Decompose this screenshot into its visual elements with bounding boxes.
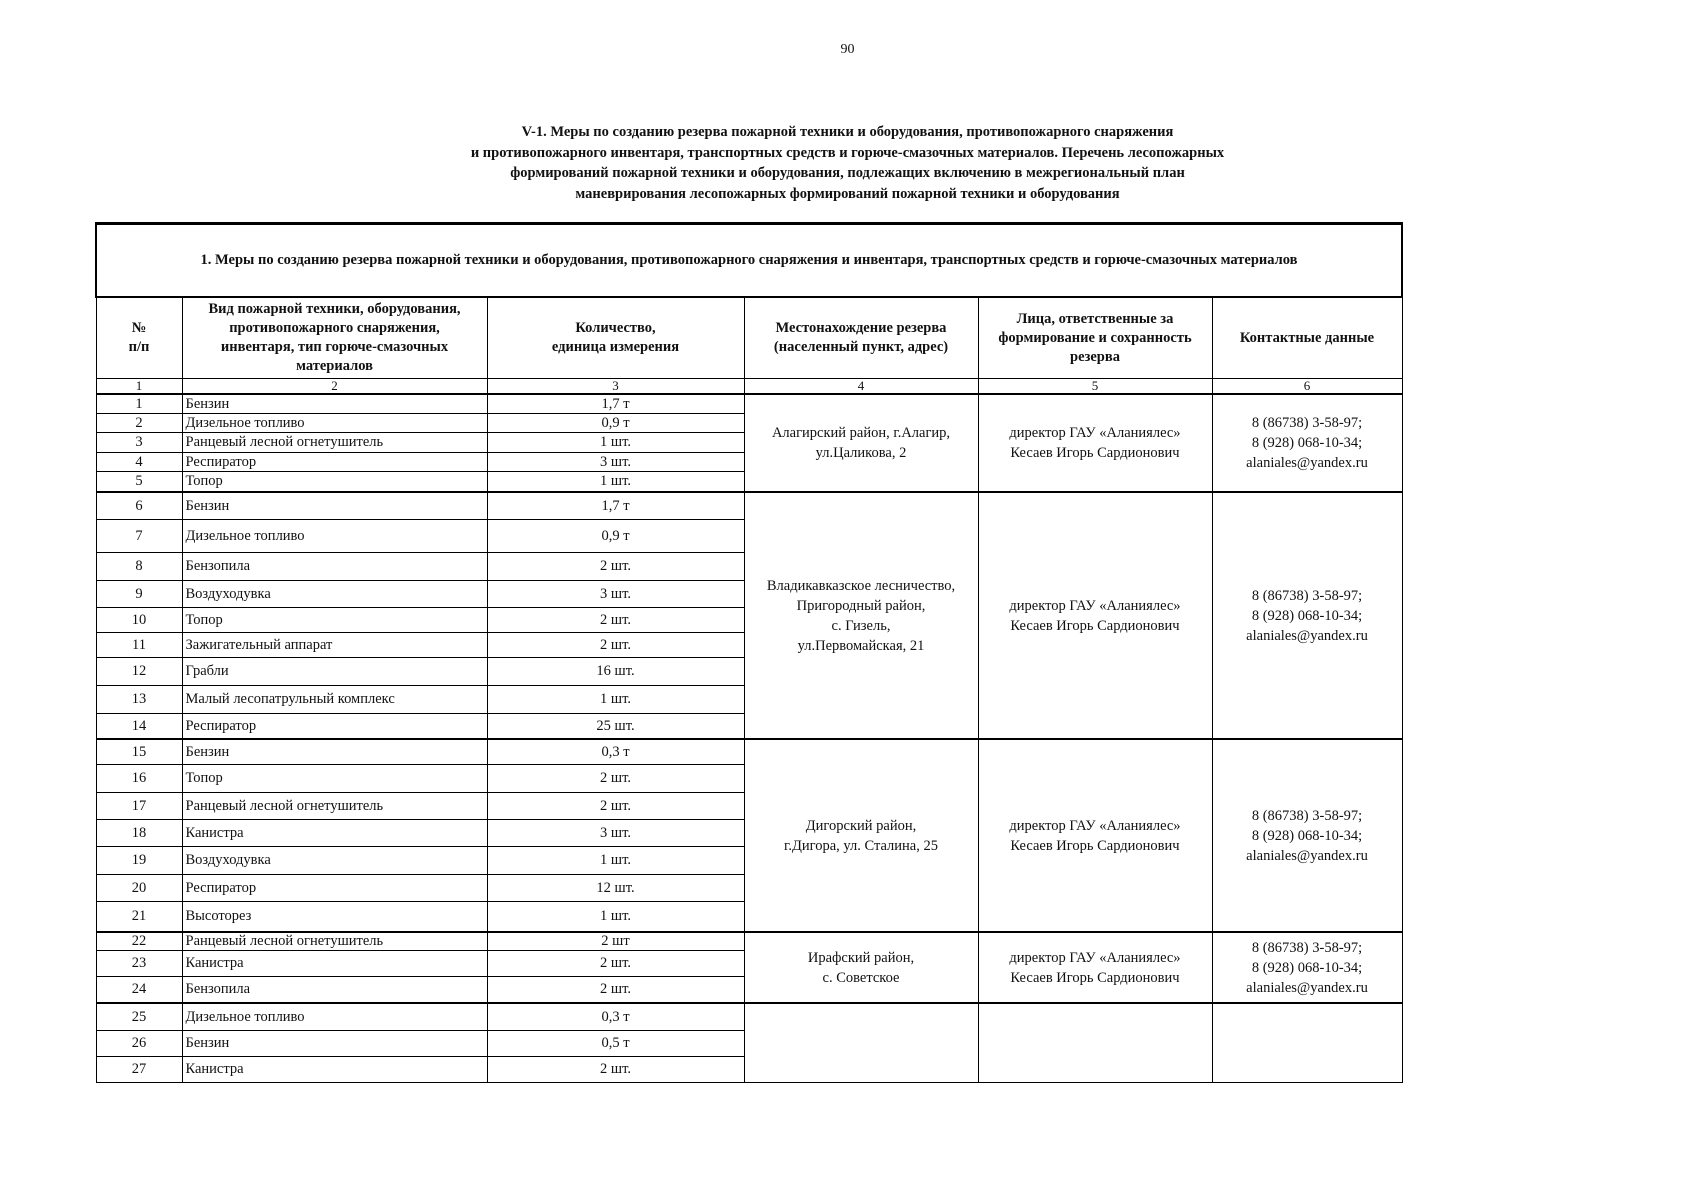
reserve-location-line: г.Дигора, ул. Сталина, 25	[784, 837, 938, 854]
responsible-person	[978, 492, 1212, 739]
contact-data-line: alaniales@yandex.ru	[1246, 455, 1368, 471]
item-name: Бензин	[182, 1031, 487, 1057]
row-number: 6	[96, 492, 182, 520]
table-row	[96, 739, 1402, 765]
item-quantity: 0,9 т	[487, 414, 744, 433]
contact-data	[1212, 394, 1402, 492]
column-number: 6	[1212, 379, 1402, 395]
table-row	[96, 1003, 1402, 1031]
item-name: Бензопила	[182, 977, 487, 1004]
row-number: 17	[96, 793, 182, 820]
responsible-person	[978, 739, 1212, 932]
table-body	[96, 394, 1402, 1083]
row-number: 1	[96, 394, 182, 414]
title-line: V-1. Меры по созданию резерва пожарной техники и оборудования, противопожарного снаряжения	[521, 124, 1174, 140]
contact-data-line: alaniales@yandex.ru	[1246, 627, 1368, 644]
header-responsible: Лица, ответственные за формирование и сохранность резерва	[978, 297, 1212, 379]
row-number: 27	[96, 1057, 182, 1083]
contact-data-line: alaniales@yandex.ru	[1246, 979, 1368, 996]
item-name: Бензопила	[182, 553, 487, 581]
item-quantity: 2 шт	[487, 932, 744, 951]
column-number: 2	[182, 379, 487, 395]
contact-data	[1212, 1003, 1402, 1083]
responsible-person-line: Кесаев Игорь Сардионович	[1010, 617, 1180, 634]
row-number: 19	[96, 847, 182, 875]
responsible-person	[978, 1003, 1212, 1083]
contact-data-line: 8 (86738) 3-58-97;	[1251, 587, 1363, 604]
item-name: Дизельное топливо	[182, 520, 487, 553]
row-number: 24	[96, 977, 182, 1004]
item-name: Ранцевый лесной огнетушитель	[182, 932, 487, 951]
item-name: Ранцевый лесной огнетушитель	[182, 433, 487, 453]
contact-data-line: 8 (928) 068-10-34;	[1251, 607, 1363, 624]
reserve-location-line: ул.Первомайская, 21	[797, 637, 925, 654]
item-quantity: 1,7 т	[487, 394, 744, 414]
row-number: 22	[96, 932, 182, 951]
column-number: 3	[487, 379, 744, 395]
item-quantity: 0,5 т	[487, 1031, 744, 1057]
item-quantity: 2 шт.	[487, 793, 744, 820]
item-name: Дизельное топливо	[182, 414, 487, 433]
row-number: 12	[96, 658, 182, 686]
item-quantity: 2 шт.	[487, 1057, 744, 1083]
item-name: Респиратор	[182, 453, 487, 472]
header-contacts: Контактные данные	[1212, 297, 1402, 379]
responsible-person	[978, 394, 1212, 492]
document-title	[300, 122, 1395, 204]
row-number: 13	[96, 686, 182, 714]
item-name: Грабли	[182, 658, 487, 686]
responsible-person	[978, 932, 1212, 1003]
contact-data-line: 8 (86738) 3-58-97;	[1251, 415, 1363, 431]
item-quantity: 2 шт.	[487, 765, 744, 793]
row-number: 20	[96, 875, 182, 902]
item-name: Канистра	[182, 820, 487, 847]
item-name: Респиратор	[182, 714, 487, 740]
item-name: Воздуходувка	[182, 847, 487, 875]
header-type: Вид пожарной техники, оборудования, противопожарного снаряжения, инвентаря, тип горюче-смазочных материалов	[182, 297, 487, 379]
reserve-location-line: с. Гизель,	[831, 617, 891, 634]
table-row	[96, 394, 1402, 414]
reserve-location	[744, 1003, 978, 1083]
title-line: маневрирования лесопожарных формирований пожарной техники и оборудования	[575, 185, 1120, 202]
item-name: Канистра	[182, 951, 487, 977]
row-number: 16	[96, 765, 182, 793]
reserve-location-line: Ирафский район,	[807, 949, 915, 966]
contact-data	[1212, 739, 1402, 932]
row-number: 18	[96, 820, 182, 847]
row-number: 10	[96, 608, 182, 633]
row-number: 9	[96, 581, 182, 608]
responsible-person-line: директор ГАУ «Аланиялес»	[1009, 949, 1181, 966]
item-quantity: 2 шт.	[487, 553, 744, 581]
reserve-location	[744, 739, 978, 932]
row-number: 14	[96, 714, 182, 740]
title-line: формирований пожарной техники и оборудования, подлежащих включению в межрегиональный план	[510, 165, 1185, 181]
row-number: 3	[96, 433, 182, 453]
contact-data-line: 8 (86738) 3-58-97;	[1251, 939, 1363, 956]
item-quantity: 1 шт.	[487, 433, 744, 453]
header-qty: Количество, единица измерения	[487, 297, 744, 379]
item-name: Топор	[182, 472, 487, 493]
item-quantity: 1 шт.	[487, 472, 744, 493]
item-name: Топор	[182, 608, 487, 633]
table-row	[96, 492, 1402, 520]
row-number: 23	[96, 951, 182, 977]
item-quantity: 25 шт.	[487, 714, 744, 740]
item-quantity: 2 шт.	[487, 951, 744, 977]
item-quantity: 12 шт.	[487, 875, 744, 902]
item-quantity: 1 шт.	[487, 686, 744, 714]
table-caption: 1. Меры по созданию резерва пожарной техники и оборудования, противопожарного снаряжения и инвентаря, транспортных средств и горюче-смазочных материалов	[96, 224, 1402, 298]
reserve-location-line: Дигорский район,	[805, 817, 917, 834]
column-number: 4	[744, 379, 978, 395]
contact-data-line: 8 (928) 068-10-34;	[1251, 959, 1363, 976]
table-row	[96, 932, 1402, 951]
contact-data-line: 8 (86738) 3-58-97;	[1251, 807, 1363, 824]
item-name: Малый лесопатрульный комплекс	[182, 686, 487, 714]
responsible-person-line: Кесаев Игорь Сардионович	[1010, 445, 1180, 461]
contact-data-line: 8 (928) 068-10-34;	[1251, 827, 1363, 844]
item-quantity: 3 шт.	[487, 453, 744, 472]
reserve-location-line: ул.Цаликова, 2	[815, 445, 907, 461]
reserve-location	[744, 932, 978, 1003]
reserve-location-line: Пригородный район,	[796, 597, 926, 614]
item-name: Бензин	[182, 492, 487, 520]
reserve-location-line: Алагирский район, г.Алагир,	[771, 425, 951, 441]
item-quantity: 16 шт.	[487, 658, 744, 686]
row-number: 5	[96, 472, 182, 493]
responsible-person-line: директор ГАУ «Аланиялес»	[1009, 597, 1181, 614]
column-number: 1	[96, 379, 182, 395]
row-number: 11	[96, 633, 182, 658]
item-name: Воздуходувка	[182, 581, 487, 608]
item-name: Топор	[182, 765, 487, 793]
row-number: 8	[96, 553, 182, 581]
item-name: Высоторез	[182, 902, 487, 933]
row-number: 25	[96, 1003, 182, 1031]
row-number: 26	[96, 1031, 182, 1057]
responsible-person-line: Кесаев Игорь Сардионович	[1010, 837, 1180, 854]
contact-data-line: 8 (928) 068-10-34;	[1251, 435, 1363, 451]
reserve-location	[744, 394, 978, 492]
contact-data	[1212, 492, 1402, 739]
reserve-location	[744, 492, 978, 739]
title-line: и противопожарного инвентаря, транспортных средств и горюче-смазочных материалов. Перечень лесопожарных	[470, 144, 1225, 161]
item-name: Зажигательный аппарат	[182, 633, 487, 658]
contact-data-line: alaniales@yandex.ru	[1246, 847, 1368, 864]
item-name: Дизельное топливо	[182, 1003, 487, 1031]
item-quantity: 2 шт.	[487, 633, 744, 658]
item-name: Бензин	[182, 394, 487, 414]
item-quantity: 2 шт.	[487, 977, 744, 1004]
responsible-person-line: Кесаев Игорь Сардионович	[1010, 969, 1180, 986]
header-location: Местонахождение резерва (населенный пункт, адрес)	[744, 297, 978, 379]
page-number: 90	[840, 42, 855, 57]
item-quantity: 2 шт.	[487, 608, 744, 633]
item-name: Респиратор	[182, 875, 487, 902]
item-quantity: 1 шт.	[487, 847, 744, 875]
row-number: 4	[96, 453, 182, 472]
item-quantity: 3 шт.	[487, 581, 744, 608]
responsible-person-line: директор ГАУ «Аланиялес»	[1009, 817, 1181, 834]
contact-data	[1212, 932, 1402, 1003]
item-quantity: 0,3 т	[487, 739, 744, 765]
responsible-person-line: директор ГАУ «Аланиялес»	[1009, 425, 1181, 441]
item-quantity: 1 шт.	[487, 902, 744, 933]
row-number: 2	[96, 414, 182, 433]
column-number: 5	[978, 379, 1212, 395]
row-number: 21	[96, 902, 182, 933]
reserve-location-line: с. Советское	[822, 969, 900, 986]
reserve-location-line: Владикавказское лесничество,	[766, 577, 956, 594]
header-num: № п/п	[96, 297, 182, 379]
item-quantity: 0,9 т	[487, 520, 744, 553]
item-quantity: 3 шт.	[487, 820, 744, 847]
row-number: 7	[96, 520, 182, 553]
item-name: Ранцевый лесной огнетушитель	[182, 793, 487, 820]
item-name: Бензин	[182, 739, 487, 765]
item-name: Канистра	[182, 1057, 487, 1083]
item-quantity: 0,3 т	[487, 1003, 744, 1031]
row-number: 15	[96, 739, 182, 765]
item-quantity: 1,7 т	[487, 492, 744, 520]
reserve-table	[95, 222, 1403, 1083]
